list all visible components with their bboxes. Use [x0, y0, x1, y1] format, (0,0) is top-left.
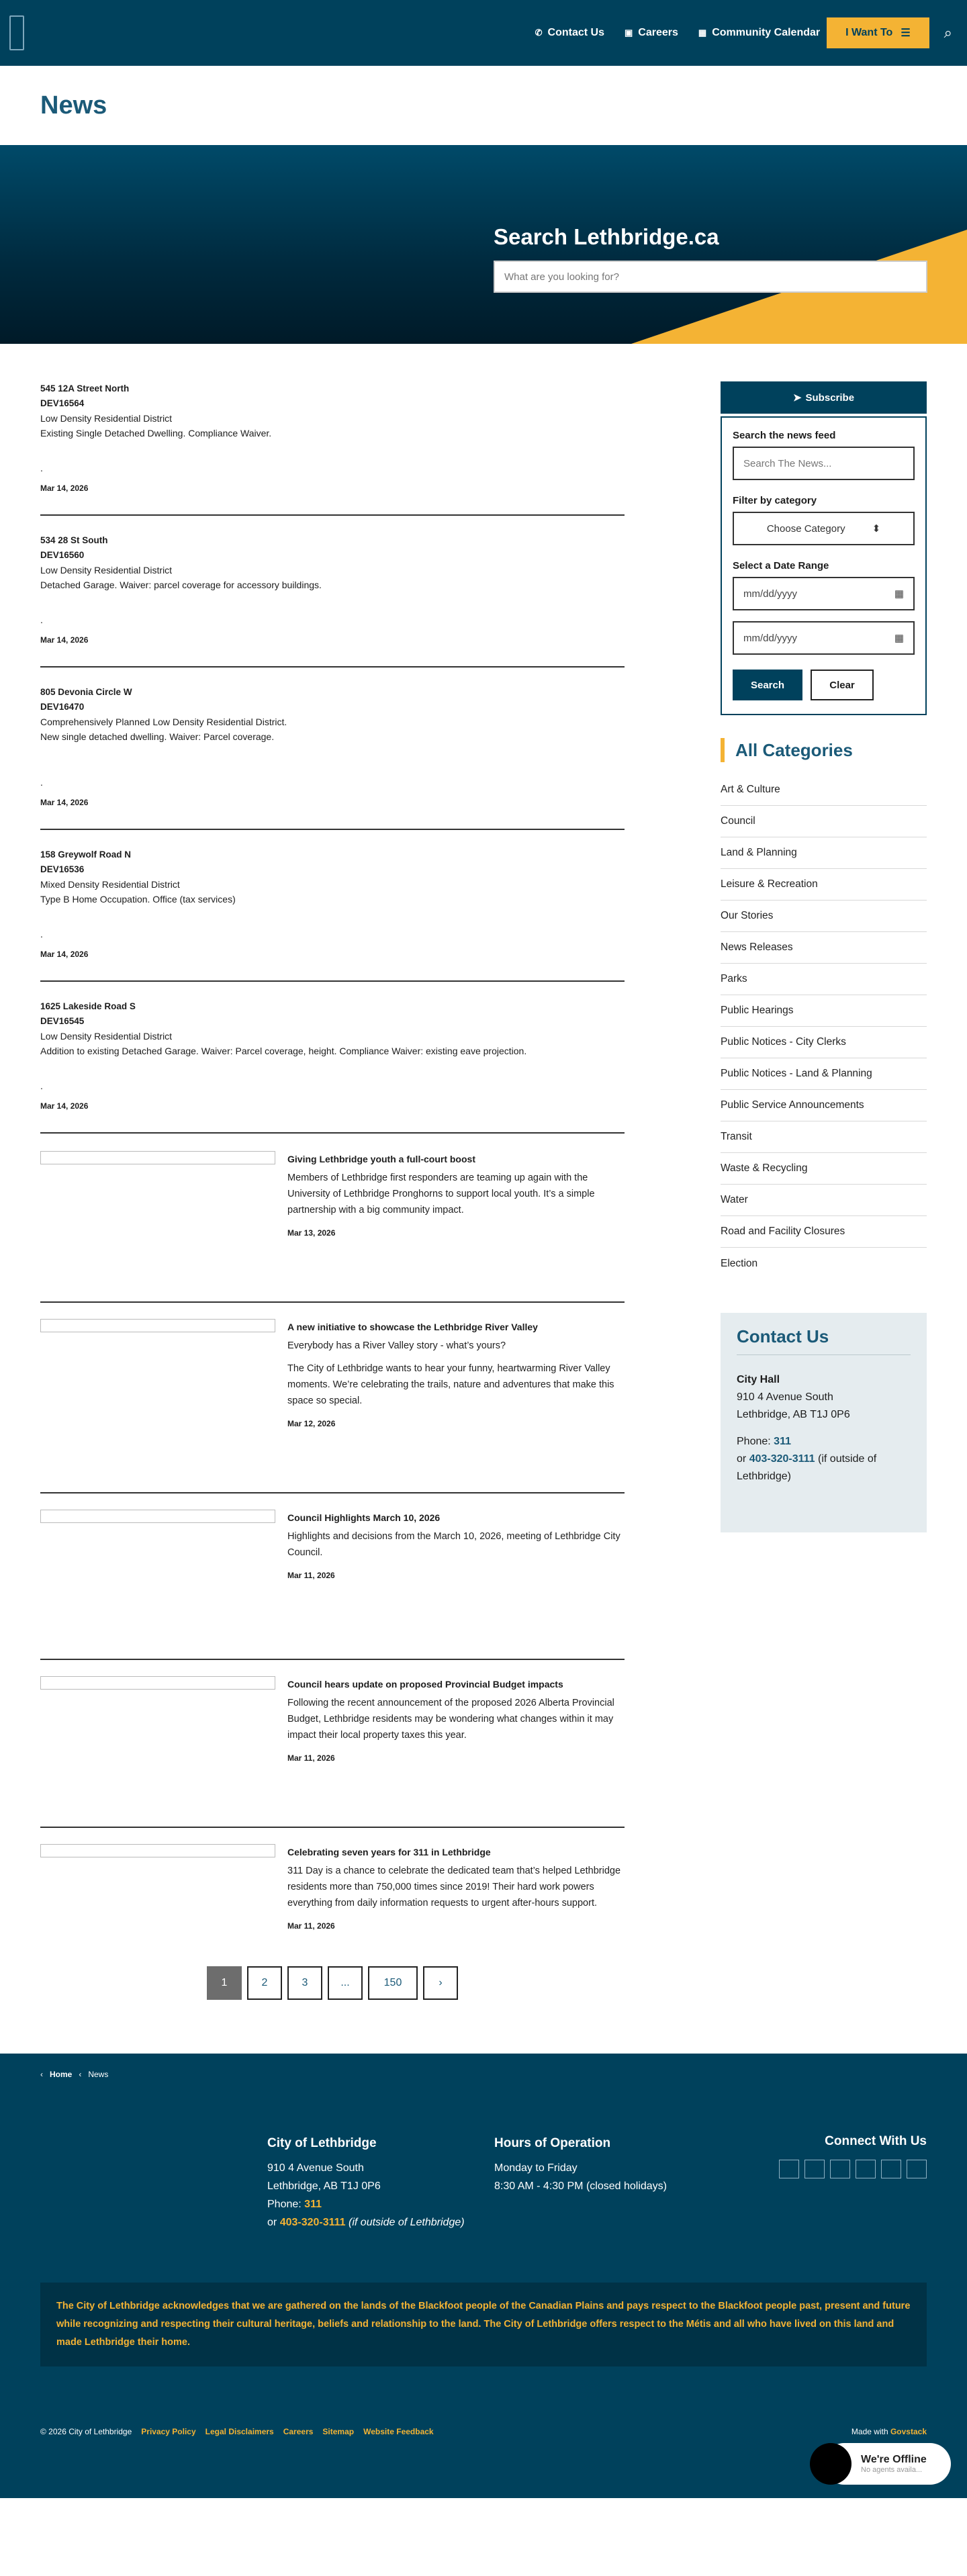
notice-code: DEV16545	[40, 1016, 85, 1026]
land-acknowledgement: The City of Lethbridge acknowledges that we are gathered on the lands of the Blackfoot people of the Canadian Plains and pays respect to the Blackfoot people past, present and future while recognizing and respecting their cultural heritage, beliefs and relationship to the land. The City of Lethbridge offers respect to the Métis and all who have lived on this land and made Lethbridge their home.	[40, 2283, 927, 2366]
article-title[interactable]: Council Highlights March 10, 2026	[287, 1512, 441, 1523]
notice-dot: .	[40, 463, 43, 473]
linkedin-icon[interactable]	[881, 2160, 901, 2178]
article-desc: Highlights and decisions from the March 10, 2026, meeting of Lethbridge City Council.	[287, 1531, 620, 1558]
breadcrumb-home[interactable]: Home	[50, 2070, 73, 2079]
chevron-updown-icon: ⬍	[872, 523, 881, 535]
list-item	[40, 1319, 625, 1493]
notice-code: DEV16536	[40, 864, 85, 874]
hero-title: Search Lethbridge.ca	[494, 224, 719, 249]
clear-button[interactable]: Clear	[811, 670, 874, 700]
notice-desc: Detached Garage. Waiver: parcel coverage for accessory buildings.	[40, 580, 322, 590]
page-title: News	[40, 91, 107, 120]
contact-address-2: Lethbridge, AB T1J 0P6	[737, 1409, 850, 1420]
footer-alt-phone-link[interactable]: 403-320-3111	[279, 2217, 346, 2228]
list-item	[40, 999, 625, 1134]
notice-address[interactable]: 158 Greywolf Road N	[40, 849, 132, 860]
footer-bottom-bar	[40, 2427, 927, 2436]
article-title[interactable]: Giving Lethbridge youth a full-court boost	[287, 1154, 475, 1164]
next-page-button[interactable]: ›	[423, 1966, 458, 2000]
page-1-button[interactable]: 1	[207, 1966, 242, 2000]
list-icon: ☰	[901, 28, 911, 39]
main-content	[0, 344, 967, 2054]
page-header	[0, 66, 967, 145]
notice-dot: .	[40, 929, 43, 939]
chat-substatus: No agents availa...	[861, 2466, 923, 2474]
notice-zone: Low Density Residential District	[40, 1031, 173, 1042]
notice-code: DEV16470	[40, 702, 85, 712]
category-link[interactable]: Council	[721, 806, 927, 837]
categories-title: All Categories	[721, 738, 927, 762]
category-link[interactable]: Art & Culture	[721, 774, 927, 806]
notice-date: Mar 14, 2026	[40, 798, 89, 807]
chat-status: We're Offline	[861, 2454, 927, 2465]
notice-address[interactable]: 545 12A Street North	[40, 383, 130, 394]
search-button[interactable]: Search	[733, 670, 802, 700]
notice-date: Mar 14, 2026	[40, 484, 89, 493]
news-list	[40, 381, 625, 2054]
phone-label: Phone:	[737, 1436, 771, 1447]
list-item	[40, 847, 625, 982]
list-item	[40, 1510, 625, 1660]
careers-link[interactable]: Careers	[283, 2427, 314, 2436]
nav-contact-us[interactable]: ✆ Contact Us	[535, 27, 604, 38]
category-link[interactable]: Waste & Recycling	[721, 1153, 927, 1185]
i-want-to-button[interactable]: I Want To ☰	[827, 17, 929, 48]
notice-address[interactable]: 1625 Lakeside Road S	[40, 1001, 136, 1011]
footer-columns	[40, 2134, 927, 2232]
article-date: Mar 11, 2026	[287, 1571, 335, 1580]
notice-zone: Low Density Residential District	[40, 413, 173, 424]
article-title[interactable]: A new initiative to showcase the Lethbridge River Valley	[287, 1322, 538, 1332]
notice-dot: .	[40, 777, 43, 788]
news-search-input[interactable]: Search The News...	[733, 447, 915, 480]
article-title[interactable]: Celebrating seven years for 311 in Lethbridge	[287, 1847, 491, 1857]
category-link[interactable]: Road and Facility Closures	[721, 1216, 927, 1248]
article-thumbnail[interactable]	[40, 1510, 275, 1523]
end-date-input[interactable]: mm/dd/yyyy ▦	[733, 621, 915, 655]
subscribe-button[interactable]: ➤ Subscribe	[721, 381, 927, 414]
notice-zone: Mixed Density Residential District	[40, 879, 180, 890]
footer-phone-link[interactable]: 311	[304, 2199, 322, 2210]
nav-careers[interactable]: ▣ Careers	[625, 27, 678, 38]
notice-desc: Existing Single Detached Dwelling. Compliance Waiver.	[40, 428, 272, 439]
category-link[interactable]: Parks	[721, 964, 927, 995]
notice-date: Mar 14, 2026	[40, 1101, 89, 1111]
article-thumbnail[interactable]	[40, 1676, 275, 1690]
connect-title: Connect With Us	[825, 2134, 927, 2148]
notice-zone: Low Density Residential District	[40, 565, 173, 576]
briefcase-icon: ▣	[625, 28, 633, 38]
category-link[interactable]: Public Hearings	[721, 995, 927, 1027]
start-date-input[interactable]: mm/dd/yyyy ▦	[733, 577, 915, 610]
breadcrumb	[40, 2070, 927, 2079]
send-icon: ➤	[792, 392, 802, 404]
category-link[interactable]: Water	[721, 1185, 927, 1216]
article-desc-2: The City of Lethbridge wants to hear your funny, heartwarming River Valley moments. We’re celebrating the trails, nature and adventures that make this space so special.	[287, 1363, 614, 1406]
contact-title: Contact Us	[737, 1328, 911, 1355]
article-date: Mar 11, 2026	[287, 1753, 335, 1763]
nav-community-calendar[interactable]: ▦ Community Calendar	[698, 27, 821, 38]
site-footer	[0, 2054, 967, 2498]
instagram-icon[interactable]	[830, 2160, 850, 2178]
notice-dot: .	[40, 1080, 43, 1091]
or-text: or	[737, 1453, 747, 1465]
category-link[interactable]: Public Notices - City Clerks	[721, 1027, 927, 1058]
youtube-icon[interactable]	[856, 2160, 876, 2178]
calendar-icon: ▦	[894, 633, 904, 644]
contact-address-1: 910 4 Avenue South	[737, 1391, 833, 1403]
category-select[interactable]: Choose Category ⬍	[733, 512, 915, 545]
pagination	[40, 1966, 625, 2000]
article-desc: Everybody has a River Valley story - what’s yours?	[287, 1340, 506, 1351]
category-link[interactable]: Public Notices - Land & Planning	[721, 1058, 927, 1090]
article-thumbnail[interactable]	[40, 1844, 275, 1857]
page-2-button[interactable]: 2	[247, 1966, 282, 2000]
category-link[interactable]: Election	[721, 1257, 758, 1269]
contact-card	[721, 1313, 927, 1532]
list-item	[40, 1151, 625, 1303]
notice-address[interactable]: 534 28 St South	[40, 535, 108, 545]
category-link[interactable]: Transit	[721, 1121, 927, 1153]
notice-desc: Type B Home Occupation. Office (tax services)	[40, 894, 236, 905]
alt-phone-link[interactable]: 403-320-3111	[749, 1453, 815, 1465]
phone-link[interactable]: 311	[774, 1436, 791, 1447]
hero-search-banner	[0, 145, 967, 344]
list-item	[40, 381, 625, 516]
page-ellipsis[interactable]: ...	[328, 1966, 363, 2000]
site-search-input[interactable]	[494, 261, 927, 293]
page-150-button[interactable]: 150	[368, 1966, 418, 2000]
hero-search-box	[494, 224, 927, 293]
facebook-icon[interactable]	[779, 2160, 799, 2178]
breadcrumb-current: News	[88, 2070, 109, 2079]
list-item	[40, 1844, 625, 1934]
sidebar	[721, 381, 927, 2054]
tiktok-icon[interactable]	[907, 2160, 927, 2178]
category-label: Filter by category	[733, 495, 817, 506]
chevron-left-icon: ‹	[79, 2070, 82, 2079]
article-desc: 311 Day is a chance to celebrate the dedicated team that’s helped Lethbridge residents more than 750,000 times since 2019! Their hard work powers everything from daily information requests to urgent after-hours support.	[287, 1866, 621, 1908]
legal-disclaimers-link[interactable]: Legal Disclaimers	[205, 2427, 274, 2436]
category-link[interactable]: Leisure & Recreation	[721, 869, 927, 901]
category-link[interactable]: Land & Planning	[721, 837, 927, 869]
article-date: Mar 13, 2026	[287, 1228, 336, 1238]
article-date: Mar 12, 2026	[287, 1419, 336, 1428]
notice-address[interactable]: 805 Devonia Circle W	[40, 687, 132, 697]
made-with: Made with Govstack	[851, 2427, 927, 2436]
phone-icon: ✆	[535, 28, 543, 38]
search-icon[interactable]: ⌕	[943, 24, 952, 41]
notice-desc: New single detached dwelling. Waiver: Parcel coverage.	[40, 731, 275, 742]
notice-code: DEV16560	[40, 550, 85, 560]
footer-social	[779, 2134, 927, 2232]
article-date: Mar 11, 2026	[287, 1921, 335, 1931]
footer-org-title: City of Lethbridge	[267, 2136, 377, 2150]
category-link[interactable]: Our Stories	[721, 901, 927, 932]
calendar-icon: ▦	[698, 28, 707, 38]
notice-date: Mar 14, 2026	[40, 635, 89, 645]
website-feedback-link[interactable]: Website Feedback	[363, 2427, 434, 2436]
article-thumbnail[interactable]	[40, 1151, 275, 1164]
notice-desc: Addition to existing Detached Garage. Waiver: Parcel coverage, height. Compliance Waiver: existing eave projection.	[40, 1046, 527, 1056]
category-link[interactable]: News Releases	[721, 932, 927, 964]
search-news-label: Search the news feed	[733, 430, 836, 441]
city-logo[interactable]	[9, 15, 24, 50]
twitter-icon[interactable]	[804, 2160, 825, 2178]
alt-phone-note: (if outside of Lethbridge)	[737, 1453, 877, 1482]
contact-name: City Hall	[737, 1374, 780, 1385]
notice-code: DEV16564	[40, 398, 85, 408]
date-range-label: Select a Date Range	[733, 560, 829, 571]
hours-title: Hours of Operation	[494, 2136, 611, 2150]
calendar-icon: ▦	[894, 588, 904, 600]
footer-address: City of Lethbridge 910 4 Avenue South Lethbridge, AB T1J 0P6 Phone: 311 or 403-320-3111 (if outside of Lethbridge)	[267, 2134, 494, 2232]
article-thumbnail[interactable]	[40, 1319, 275, 1332]
chat-avatar	[810, 2443, 851, 2485]
notice-dot: .	[40, 614, 43, 625]
article-desc: Members of Lethbridge first responders are teaming up again with the University of Lethbridge Pronghorns to support local youth. It’s a simple partnership with a big community impact.	[287, 1172, 595, 1215]
categories-list	[721, 738, 927, 1279]
news-filter-panel	[721, 416, 927, 715]
footer-hours: Hours of Operation Monday to Friday 8:30 AM - 4:30 PM (closed holidays)	[494, 2134, 721, 2232]
article-title[interactable]: Council hears update on proposed Provincial Budget impacts	[287, 1679, 563, 1690]
page-3-button[interactable]: 3	[287, 1966, 322, 2000]
chevron-left-icon: ‹	[40, 2070, 43, 2079]
privacy-policy-link[interactable]: Privacy Policy	[141, 2427, 196, 2436]
list-item	[40, 1676, 625, 1828]
copyright: © 2026 City of Lethbridge	[40, 2427, 132, 2436]
sitemap-link[interactable]: Sitemap	[322, 2427, 355, 2436]
list-item	[40, 685, 625, 830]
notice-date: Mar 14, 2026	[40, 950, 89, 959]
notice-zone: Comprehensively Planned Low Density Residential District.	[40, 717, 287, 727]
site-header	[0, 0, 967, 66]
chat-widget[interactable]	[823, 2443, 951, 2485]
list-item	[40, 533, 625, 668]
govstack-link[interactable]: Govstack	[890, 2427, 927, 2436]
category-link[interactable]: Public Service Announcements	[721, 1090, 927, 1121]
article-desc: Following the recent announcement of the proposed 2026 Alberta Provincial Budget, Lethbridge residents may be wondering what changes within it may impact their local property taxes this year.	[287, 1698, 614, 1741]
top-nav	[535, 27, 820, 39]
